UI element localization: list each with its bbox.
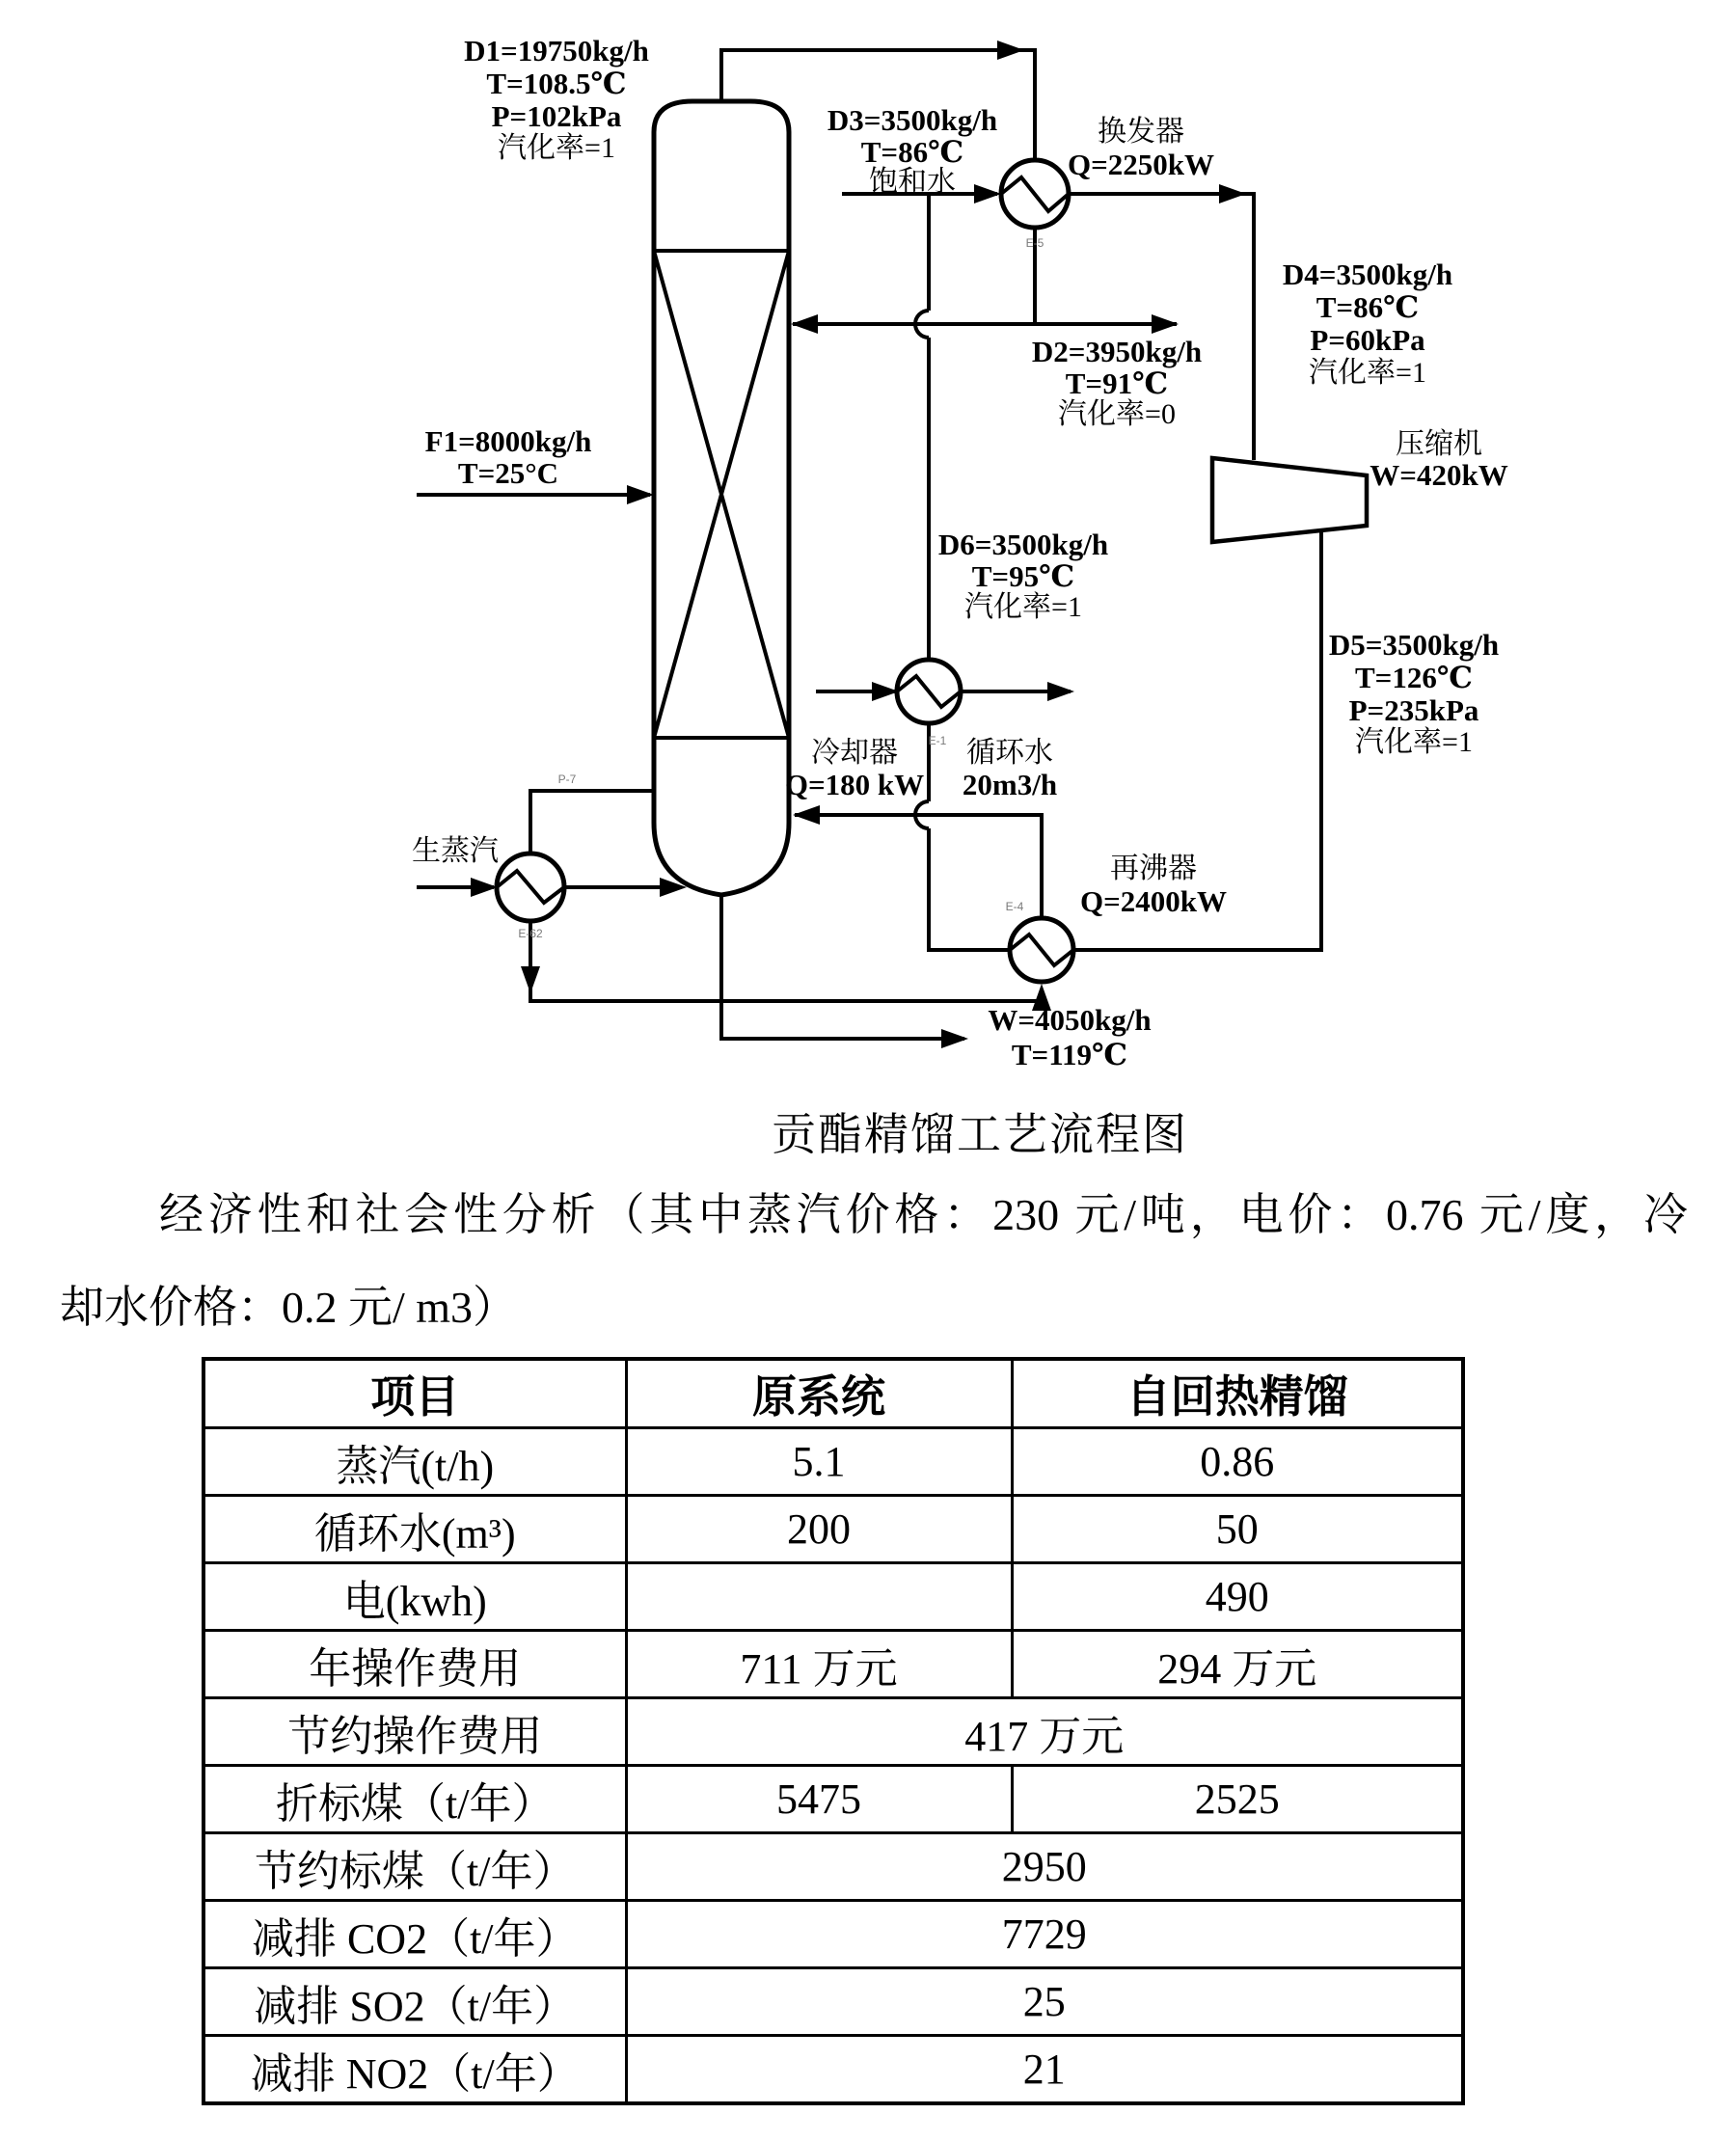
- row-value-1: 200: [626, 1496, 1012, 1563]
- steam-heater-exchanger: [497, 772, 577, 940]
- row-value-1: 5.1: [626, 1428, 1012, 1496]
- d5-line3: P=235kPa: [1348, 693, 1479, 727]
- analysis-paragraph: [60, 1169, 1688, 1354]
- process-riser-3: [929, 828, 1010, 950]
- d4-line1: D4=3500kg/h: [1282, 257, 1453, 291]
- table-row: [203, 1901, 1463, 1968]
- d6-line1: D6=3500kg/h: [937, 528, 1109, 561]
- d4-line4: 汽化率=1: [1309, 357, 1426, 389]
- paragraph-line-2: 却水价格：0.2 元/ m3）: [60, 1283, 518, 1332]
- arrow-steam-in: [471, 878, 498, 897]
- f1-line1: F1=8000kg/h: [424, 424, 592, 458]
- d3-line2: T=86℃: [860, 135, 964, 169]
- arrow-into-condenser: [974, 184, 1001, 203]
- arrow-heater-down: [521, 966, 540, 993]
- d1-line1: D1=19750kg/h: [464, 34, 649, 68]
- w-line1: W=4050kg/h: [988, 1003, 1152, 1037]
- d5-line4: 汽化率=1: [1355, 726, 1473, 758]
- compressor: [1212, 458, 1367, 542]
- row-value-2: 50: [1012, 1496, 1463, 1563]
- d6-line2: T=95℃: [971, 559, 1075, 593]
- arrow-w-out: [941, 1029, 968, 1048]
- header-original-system: 原系统: [626, 1359, 1012, 1428]
- d3-line3: 饱和水: [869, 166, 956, 198]
- condenser-exchanger: [1001, 160, 1069, 250]
- arrow-cw-out: [1047, 682, 1074, 701]
- table-row: [203, 1968, 1463, 2036]
- d5-line2: T=126℃: [1355, 661, 1473, 694]
- row-label: 电(kwh): [203, 1563, 626, 1631]
- d3-line1: D3=3500kg/h: [827, 103, 998, 137]
- cw-name: 循环水: [966, 737, 1053, 769]
- row-label: 减排 CO2（t/年）: [203, 1901, 626, 1968]
- arrow-d4: [1219, 184, 1246, 203]
- row-merged-value: 417 万元: [626, 1698, 1463, 1766]
- table-row: [203, 1698, 1463, 1766]
- row-label: 蒸汽(t/h): [203, 1428, 626, 1496]
- f1-label: [425, 424, 592, 490]
- condenser-name: 换发器: [1098, 116, 1184, 148]
- compressor-label: [1370, 428, 1507, 492]
- d4-label: [1283, 257, 1452, 389]
- row-label: 循环水(m³): [203, 1496, 626, 1563]
- d4-line2: T=86℃: [1316, 290, 1420, 324]
- condenser-duty: Q=2250kW: [1067, 148, 1215, 181]
- table-row: [203, 1631, 1463, 1698]
- row-merged-value: 21: [626, 2036, 1463, 2104]
- row-merged-value: 25: [626, 1968, 1463, 2036]
- reboiler-tag: E-4: [1005, 900, 1024, 913]
- cooler-label: [785, 737, 924, 801]
- figure-caption: 贡酯精馏工艺流程图: [772, 1110, 1188, 1159]
- d2-label: [1032, 335, 1202, 430]
- row-value-1: 5475: [626, 1766, 1012, 1833]
- paragraph-line-1: 经济性和社会性分析（其中蒸汽价格：230 元/吨，电价：0.76 元/度，冷: [159, 1190, 1688, 1239]
- table-header-row: [203, 1359, 1463, 1428]
- reboiler-name: 再沸器: [1110, 853, 1197, 884]
- row-label: 年操作费用: [203, 1631, 626, 1698]
- arrow-return-into-column: [793, 805, 820, 825]
- row-value-2: 294 万元: [1012, 1631, 1463, 1698]
- reboiler-label: [1080, 853, 1227, 918]
- d2-line2: T=91℃: [1065, 366, 1169, 400]
- arrow-f1-feed: [627, 485, 654, 504]
- row-value-2: 2525: [1012, 1766, 1463, 1833]
- cooler-exchanger: [897, 660, 961, 747]
- table-row: [203, 2036, 1463, 2104]
- table-row: [203, 1496, 1463, 1563]
- stream-labels: [412, 34, 1508, 1071]
- f1-line2: T=25°C: [457, 456, 559, 490]
- steam-in-label: 生蒸汽: [412, 835, 499, 867]
- row-value-1: 711 万元: [626, 1631, 1012, 1698]
- d6-label: [938, 528, 1108, 623]
- d1-line2: T=108.5℃: [486, 67, 627, 100]
- row-label: 减排 SO2（t/年）: [203, 1968, 626, 2036]
- steam-heater-tag: E-62: [518, 927, 543, 940]
- arrow-d1: [997, 41, 1024, 60]
- d1-line4: 汽化率=1: [498, 132, 615, 164]
- row-label: 减排 NO2（t/年）: [203, 2036, 626, 2104]
- header-self-heat-recovery: 自回热精馏: [1012, 1359, 1463, 1428]
- row-value-2: 0.86: [1012, 1428, 1463, 1496]
- table-row: [203, 1833, 1463, 1901]
- d2-line3: 汽化率=0: [1058, 398, 1176, 430]
- bottom-connector-line: [530, 921, 1042, 1009]
- arrow-reflux-into-column: [791, 314, 818, 334]
- compressor-name: 压缩机: [1396, 428, 1482, 460]
- arrow-d2-out: [1152, 314, 1179, 334]
- compressor-power: W=420kW: [1370, 458, 1508, 492]
- row-value-2: 490: [1012, 1563, 1463, 1631]
- cooler-tag: E-1: [928, 734, 947, 747]
- reboiler-exchanger: [1006, 900, 1073, 982]
- table-row: [203, 1428, 1463, 1496]
- compressor-body: [1212, 458, 1367, 542]
- condenser-tag: E-5: [1025, 236, 1044, 250]
- pipe-tag: P-7: [557, 772, 577, 786]
- condenser-label: [1068, 116, 1214, 181]
- reboiler-return-line: [795, 815, 1042, 918]
- d5-line1: D5=3500kg/h: [1328, 628, 1500, 662]
- reboiler-duty: Q=2400kW: [1079, 884, 1228, 918]
- d2-line1: D2=3950kg/h: [1031, 335, 1203, 368]
- cw-rate: 20m3/h: [962, 768, 1058, 801]
- table-row: [203, 1563, 1463, 1631]
- row-label: 节约标煤（t/年）: [203, 1833, 626, 1901]
- row-merged-value: 2950: [626, 1833, 1463, 1901]
- cooling-water-label: [963, 737, 1057, 801]
- cooler-duty: Q=180 kW: [784, 768, 925, 801]
- steam-heater-top-line: [530, 791, 654, 854]
- d1-label: [464, 34, 649, 164]
- distillation-column: [654, 101, 789, 895]
- table-row: [203, 1766, 1463, 1833]
- economics-table: [202, 1357, 1465, 2105]
- cooler-name: 冷却器: [811, 737, 898, 769]
- w-line2: T=119℃: [1011, 1038, 1128, 1071]
- w-label: [988, 1003, 1151, 1071]
- row-merged-value: 7729: [626, 1901, 1463, 1968]
- header-item: 项目: [203, 1359, 626, 1428]
- row-label: 节约操作费用: [203, 1698, 626, 1766]
- d1-line3: P=102kPa: [491, 99, 622, 133]
- row-label: 折标煤（t/年）: [203, 1766, 626, 1833]
- d4-line3: P=60kPa: [1310, 323, 1425, 357]
- d6-line3: 汽化率=1: [964, 591, 1082, 623]
- row-value-1: [626, 1563, 1012, 1631]
- d5-label: [1329, 628, 1499, 758]
- d3-label: [827, 103, 997, 198]
